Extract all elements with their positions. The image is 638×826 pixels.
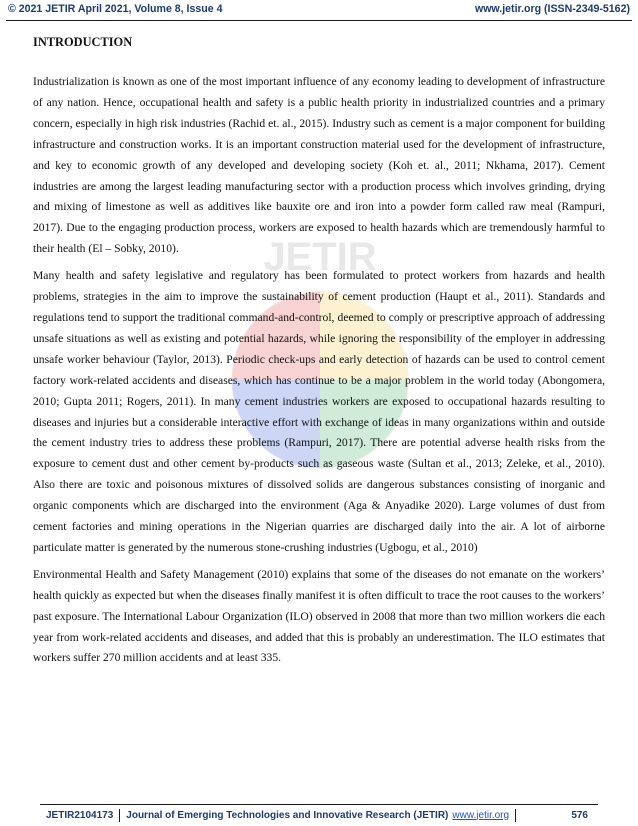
watermark-text: JETIR [263, 235, 377, 279]
running-header [8, 3, 630, 21]
header-divider [6, 20, 632, 21]
paragraph-2: Many health and safety legislative and regulatory has been formulated to protect workers from hazards and health problems, strategies in the aim to improve the sustainability of cement production (Haupt et al., 2011). Standards and regulations tend to support the traditional command-and-control, deemed to comply or prescriptive approach of addressing unsafe situations as well as existing and potential hazards, while ignoring the responsibility of the employer in addressing unsafe worker behaviour (Taylor, 2013). Periodic check-ups and early detection of hazards can be used to control cement factory work-related accidents and diseases, which has continue to be a major problem in the world today (Abongomera, 2010; Gupta 2011; Rogers, 2011). In many cement industries workers are exposed to occupational hazards resulting to diseases and injuries but a considerable interactive effort with exchange of ideas in many organizations within and outside the cement industry tries to address these problems (Rampuri, 2017). There are potential adverse health risks from the exposure to cement dust and other cement by-products such as gaseous waste (Sultan et al., 2013; Zeleke, et al., 2010). Also there are toxic and poisonous mixtures of dissolved solids are dangerous substances consisting of inorganic and organic components which are discharged into the environment (Aga & Anyadike 2020). Large volumes of dust from cement factories and mining operations in the Nigerian quarries are discharged daily into the air. A lot of airborne particulate matter is generated by the numerous stone-crushing industries (Ugbogu, et al., 2010) [33, 269, 605, 554]
paragraph-3: Environmental Health and Safety Management (2010) explains that some of the diseases do not emanate on the workers’ health quickly as expected but when the diseases finally manifest it is often difficult to trace the root causes to the workers’ past exposure. The International Labour Organization (ILO) observed in 2008 that more than two million workers die each year from work-related accidents and diseases, and added that this is probably an underestimation. The ILO estimates that workers suffer 270 million accidents and at least 335. [33, 567, 605, 665]
header-copyright: © 2021 JETIR April 2021, Volume 8, Issue 4 [8, 3, 223, 15]
footer-divider [40, 804, 598, 805]
footer-paper-id: JETIR2104173 [46, 809, 114, 821]
page-number: 576 [571, 809, 588, 821]
footer-journal-link[interactable]: www.jetir.org [452, 809, 510, 821]
paragraph-1: Industrialization is known as one of the most important influence of any economy leading to development of infrastructure of any nation. Hence, occupational health and safety is a public health priority in industrialized countries and a primary concern, especially in high risk industries (Rachid et. al., 2015). Industry such as cement is a major component for building infrastructure and construction works. It is an important construction material used for the development of infrastructure, and key to economic growth of any developed and developing society (Koh et. al., 2011; Nkhama, 2017). Cement industries are among the largest leading manufacturing sector with a production process which involves grinding, drying and mixing of limestone as well as additives like bauxite ore and iron into a powder form called raw meal (Rampuri, 2017). Due to the engaging production process, workers are exposed to health hazards which are tremendously harmful to their health (El – Sobky, 2010). [33, 75, 605, 256]
footer-journal-name: Journal of Emerging Technologies and Innovative Research (JETIR) [126, 809, 449, 821]
running-footer [40, 807, 598, 823]
header-issn: www.jetir.org (ISSN-2349-5162) [474, 3, 630, 15]
footer-separator [119, 809, 120, 822]
article-body [33, 28, 605, 675]
footer-separator-2 [515, 809, 516, 822]
section-heading: INTRODUCTION [33, 35, 133, 49]
